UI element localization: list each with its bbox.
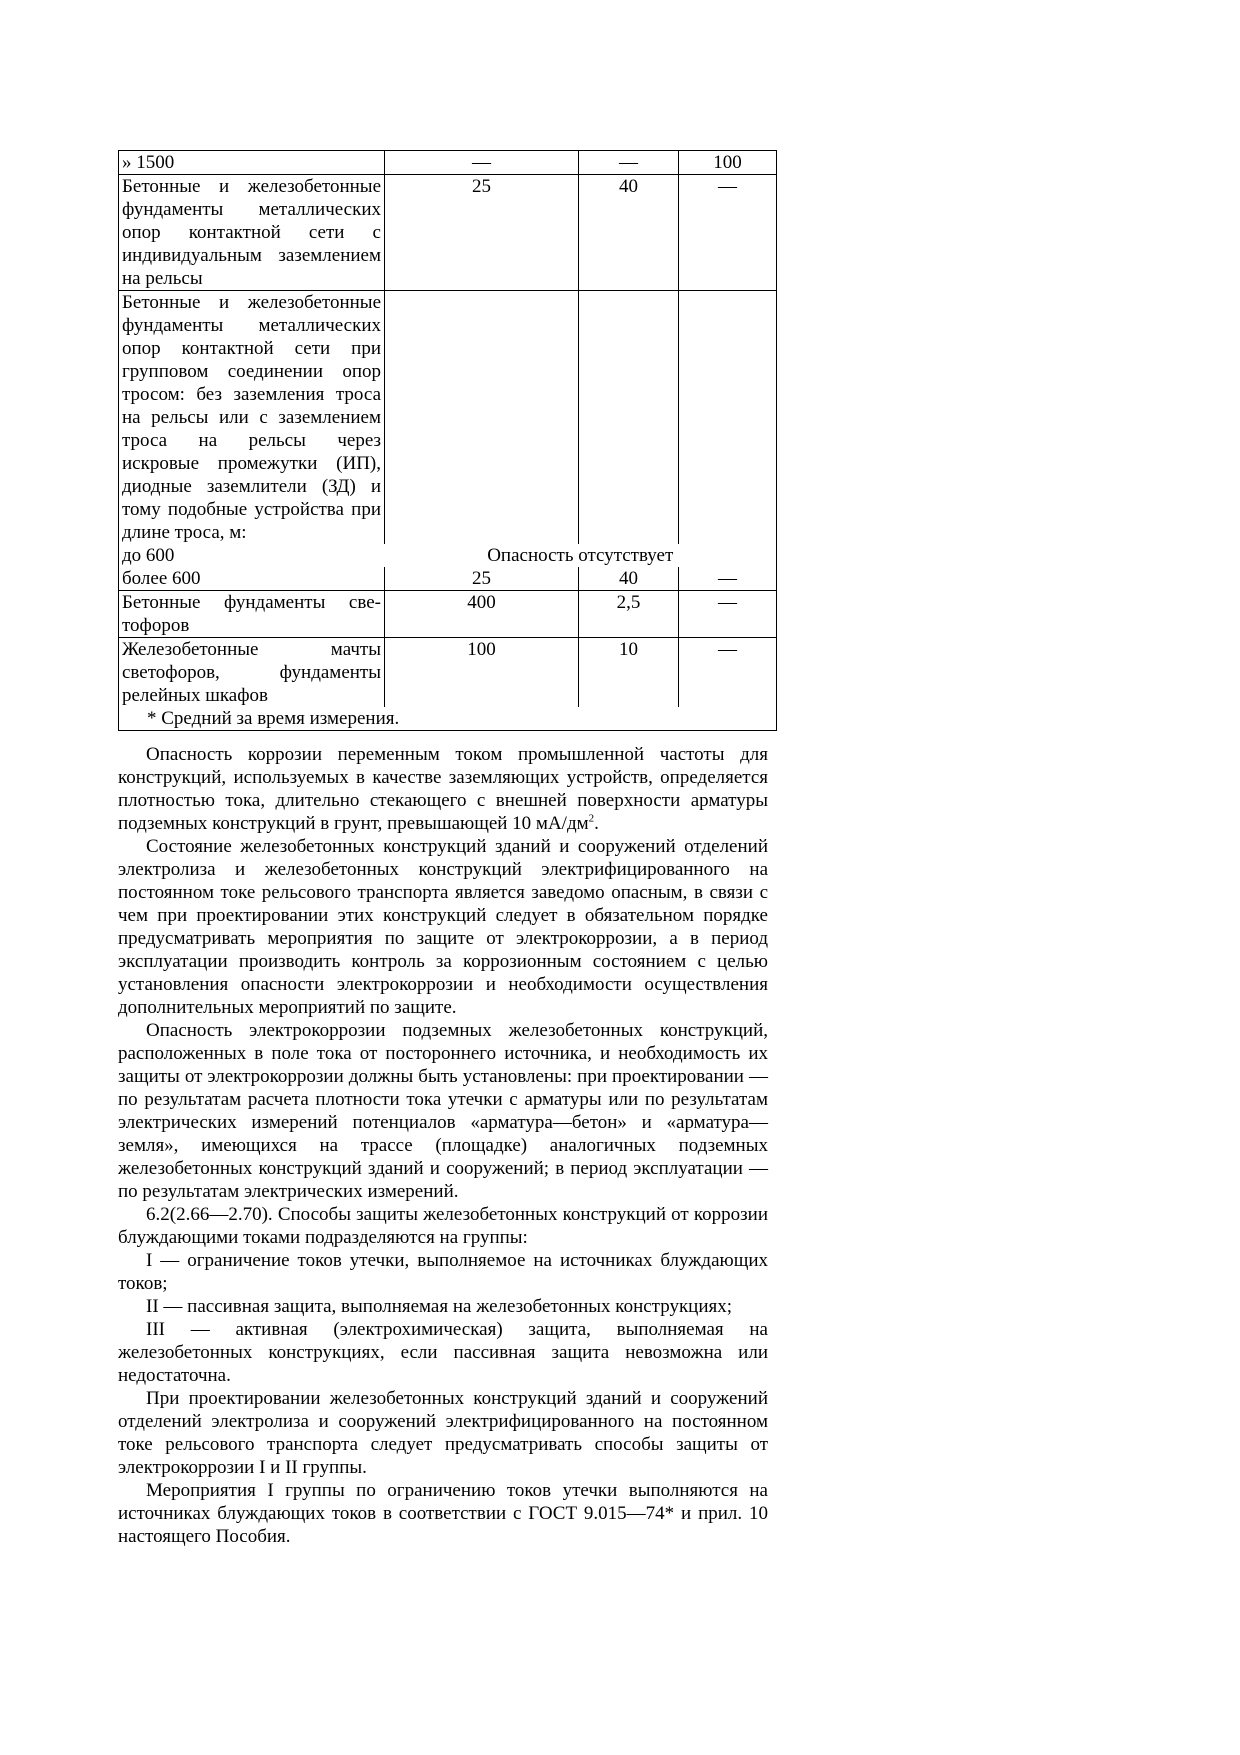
list-item: II — пассивная защита, выполняемая на железобетонных конструкциях; [146,1296,733,1317]
table-footnote-row [119,707,777,731]
paragraph: Опасность электрокоррозии подземных железобетонных конструкций, расположенных в поле тока от постороннего источника, и необходимость их защиты от электрокоррозии должны быть установлены: при проектировании — по результатам расчета плотности тока утечки с арматуры или по результатам электрических измерений потенциалов «арматура—бетон» и «арматура—земля», имеющихся на трассе (площадке) аналогичных подземных железобетонных конструкций зданий и сооружений; в период эксплуатации — по результатам электрических измерений. [118,1020,768,1202]
cell-value: 2,5 [579,591,679,638]
cell-value: 25 [385,567,579,591]
row-name: » 1500 [119,151,385,175]
cell-value: 40 [579,567,679,591]
cell-value: 10 [579,638,679,708]
document-page [118,150,776,1548]
list-item: III — активная (электрохимическая) защита, выполняемая на железобетонных конструкциях, если пассивная защита невозможна или недостаточна. [118,1319,768,1386]
body-text [118,743,768,1548]
row-name: Железобетонные мачты светофоров, фундаменты релейных шкафов [119,638,385,708]
cell-value: — [579,151,679,175]
paragraph: При проектировании железобетонных конструкций зданий и сооружений отделений электролиза и сооружений электрифицированного на постоянном токе рельсового транспорта следует предусматривать способы защиты от электрокоррозии I и II группы. [118,1388,768,1478]
table-row [119,591,777,638]
table-row [119,291,777,545]
table-row [119,544,777,567]
row-name: Бетонные и железобетонные фундаменты металлических опор контактной сети при групповом соединении опор тросом: без заземления троса на рельсы или с заземлением троса на рельсы через искровые промежутки (ИП), диодные заземлители (ЗД) и тому подобные устройства при длине троса, м: [119,291,385,545]
cell-value: 400 [385,591,579,638]
cell-value: — [679,638,777,708]
corrosion-table [118,150,777,731]
section-paragraph: 6.2(2.66—2.70). Способы защиты железобетонных конструкций от коррозии блуждающими токами подразделяются на группы: [118,1204,768,1248]
cell-value: — [679,567,777,591]
merged-cell: Опасность отсутствует [385,544,777,567]
cell-value: — [679,175,777,291]
table-row [119,175,777,291]
paragraph: Мероприятия I группы по ограничению токов утечки выполняются на источниках блуждающих токов в соответствии с ГОСТ 9.015—74* и прил. 10 настоящего Пособия. [118,1480,768,1547]
cell-value: 40 [579,175,679,291]
cell-value: — [385,151,579,175]
row-name: Бетонные фундаменты све-тофоров [119,591,385,638]
paragraph: Состояние железобетонных конструкций зданий и сооружений отделений электролиза и железобетонных конструкций электрифицированного на постоянном токе рельсового транспорта является заведомо опасным, в связи с чем при проектировании этих конструкций следует в обязательном порядке предусматривать мероприятия по защите от электрокоррозии, а в период эксплуатации производить контроль за коррозионным состоянием с целью установления опасности электрокоррозии и необходимости осуществления дополнительных мероприятий по защите. [118,836,768,1018]
row-name: более 600 [119,567,385,591]
list-item: I — ограничение токов утечки, выполняемое на источниках блуждающих токов; [118,1250,768,1294]
row-name: до 600 [119,544,385,567]
cell-value: 25 [385,175,579,291]
cell-value: 100 [385,638,579,708]
table-row [119,151,777,175]
cell-value: — [679,591,777,638]
table-row [119,638,777,708]
paragraph: Опасность коррозии переменным током промышленной частоты для конструкций, используемых в качестве заземляющих устройств, определяется плотностью тока, длительно стекающего с внешней поверхности арматуры подземных конструкций в грунт, превышающей 10 $мА/дм^2$. [118,744,768,834]
table-row [119,567,777,591]
table-footnote: * Средний за время измерения. [119,707,777,731]
cell-value: 100 [679,151,777,175]
row-name: Бетонные и железобетонные фундаменты металлических опор контактной сети с индивидуальным заземлением на рельсы [119,175,385,291]
